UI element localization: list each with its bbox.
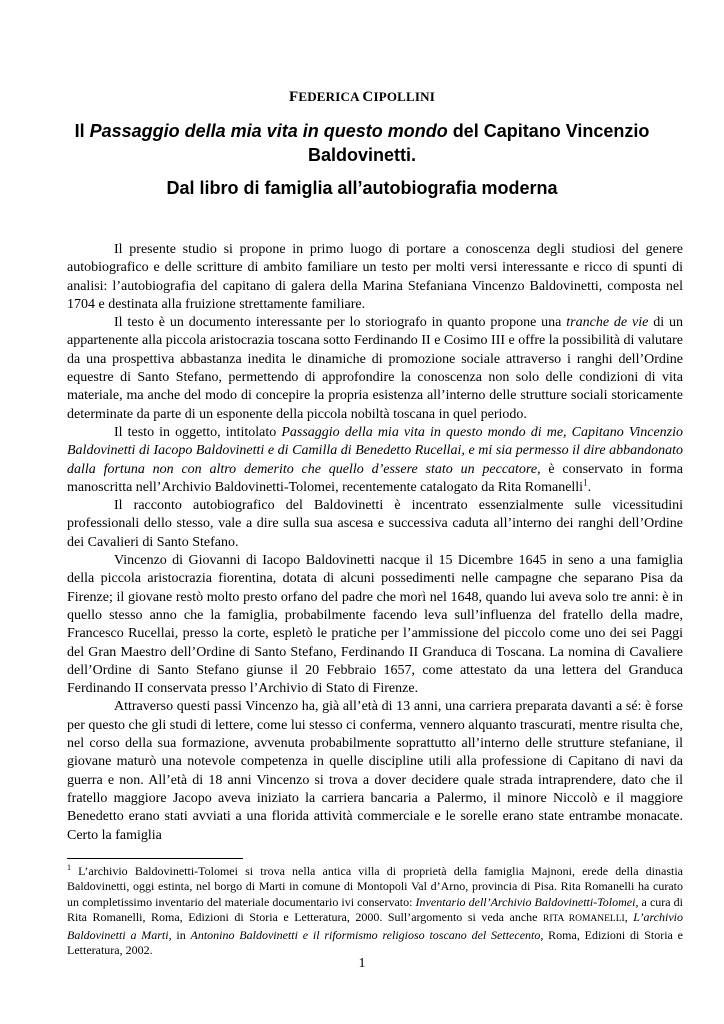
body-text (67, 241, 683, 845)
paragraph-5: Vincenzo di Giovanni di Iacopo Baldovinetti nacque il 15 Dicembre 1645 in seno a una famiglia della piccola aristocrazia fiorentina, dotata di alcuni possedimenti nelle campagne che separano Pisa da Firenze; il giovane restò molto presto orfano del padre che morì nel 1648, quando lui aveva solo tre anni: è in quello stesso anno che la famiglia, probabilmente facendo leva sull’influenza del fratello della madre, Francesco Rucellai, presso la corte, espletò le pratiche per l’ammissione del piccolo come uno dei sei Paggi del Gran Maestro dell’Ordine di Santo Stefano, Ferdinando II Granduca di Toscana. La nomina di Cavaliere dell’Ordine di Santo Stefano giunse il 20 Febbraio 1657, come attestato da una lettera del Granduca Ferdinando II conservata presso l’Archivio di Stato di Firenze. (67, 553, 683, 697)
article-subtitle: Dal libro di famiglia all’autobiografia moderna (166, 178, 558, 198)
footnote-1: $^1$ L’archivio Baldovinetti-Tolomei si trova nella antica villa di proprietà della famiglia Majnoni, erede della dinastia Baldovinetti, oggi estinta, nel borgo di Marti in comune di Montopoli Val d’Arno, provincia di Pisa. Rita Romanelli ha curato un completissimo inventario del materiale documentario ivi conservato: Inventario dell’Archivio Baldovinetti-Tolomei, a cura di Rita Romanelli, Roma, Edizioni di Storia e Letteratura, 2000. Sull’argomento si veda anche RITA ROMANELLI, L’archivio Baldovinetti a Marti, in Antonino Baldovinetti e il riformismo religioso toscano del Settecento, Roma, Edizioni di Storia e Letteratura, 2002. (67, 863, 684, 958)
paragraph-1: Il presente studio si propone in primo luogo di portare a conoscenza degli studiosi del genere autobiografico e delle scritture di ambito familiare un testo per molti versi interessante e ricco di spunti di analisi: l’autobiografia del capitano di galera della Marina Stefaniana Vincenzo Baldovinetti, composta nel 1704 e destinata alla fruizione strettamente familiare. (67, 242, 683, 312)
paragraph-3: Il testo in oggetto, intitolato Passaggio della mia vita in questo mondo di me, Capitano Vincenzio Baldovinetti di Iacopo Baldovinetti e di Camilla di Benedetto Rucellai, e mi sia permesso il dire abbandonato dalla fortuna non con altro demerito che quello d’essere stato un peccatore, è conservato in forma manoscritta nell’Archivio Baldovinetti-Tolomei, recentemente catalogato da Rita Romanelli$^1$. (67, 424, 683, 495)
footnote-reference[interactable]: 1 (583, 477, 588, 488)
article-title: Il Passaggio della mia vita in questo mondo del Capitano Vincenzio Baldovinetti. (74, 121, 650, 165)
footnote-separator (67, 858, 243, 859)
paragraph-6: Attraverso questi passi Vincenzo ha, già all’età di 13 anni, una carriera preparata davanti a sé: è forse per questo che gli studi di lettere, come lui stesso ci conferma, vennero alquanto trascurati, mentre risulta che, nel corso della sua formazione, avvenuta probabilmente soprattutto all’interno delle strutture stefaniane, il giovane maturò una notevole competenza in quelle discipline utili alla professione di Capitano di navi da guerra e non. All’età di 18 anni Vincenzo si trova a dover decidere quale strada intraprendere, dato che il fratello maggiore Jacopo aveva iniziato la carriera bancaria a Palermo, il minore Niccolò e il maggiore Benedetto erano stati avviati a una florida attività commerciale e le sorelle erano state entrambe monacate. Certo la famiglia (67, 699, 683, 843)
paragraph-2: Il testo è un documento interessante per lo storiografo in quanto propone una tranche de vie di un appartenente alla piccola aristocrazia toscana sotto Ferdinando II e Cosimo III e offre la possibilità di valutare da una prospettiva abbastanza inedita le dinamiche di promozione sociale attraverso i ranghi dell’Ordine equestre di Santo Stefano, permettendo di approfondire la conoscenza non solo delle condizioni di vita materiale, ma anche del modo di concepire la propria esistenza all’interno delle strutture sociali storicamente determinate da parte di un esponente della piccola nobiltà toscana in quel periodo. (67, 315, 684, 422)
page-number: 1 (358, 956, 366, 971)
paragraph-4: Il racconto autobiografico del Baldovinetti è incentrato essenzialmente sulle vicessitudini professionali dello stesso, vale a dire sulla sua ascesa e successiva caduta all’interno dei ranghi dell’Ordine dei Cavalieri di Santo Stefano. (67, 498, 683, 550)
author-name: FEDERICA CIPOLLINI (288, 89, 436, 105)
